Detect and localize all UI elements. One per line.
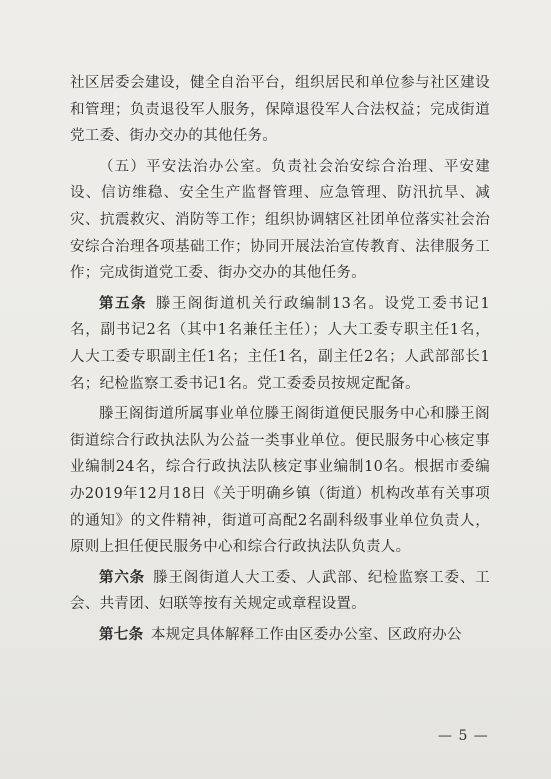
document-body: [70, 70, 490, 652]
article-heading: 第五条: [99, 294, 148, 312]
paragraph-text: 滕王阁街道所属事业单位滕王阁街道便民服务中心和滕王阁街道综合行政执法队为公益一类事业单位。便民服务中心核定事业编制24名，综合行政执法队核定事业编制10名。根据市委编办2019年12月18日《关于明确乡镇（街道）机构改革有关事项的通知》的文件精神，街道可高配2名副科级事业单位负责人，原则上担任便民服务中心和综合行政执法队负责人。: [70, 406, 490, 556]
article-6: [70, 565, 490, 618]
paragraph-text: 滕王阁街道人大工委、人武部、纪检监察工委、工会、共青团、妇联等按有关规定或章程设置。: [70, 569, 490, 613]
page-number: — 5 —: [438, 728, 489, 744]
paragraph-text: 本规定具体解释工作由区委办公室、区政府办公: [150, 626, 462, 643]
paragraph-text: 滕王阁街道机关行政编制13名。设党工委书记1名，副书记2名（其中1名兼任主任）；人大工委专职主任1名，人大工委专职副主任1名；主任1名，副主任2名；人武部部长1名；纪检监察工委书记1名。党工委委员按规定配备。: [70, 295, 490, 392]
paragraph-community: [70, 70, 490, 150]
article-heading: 第六条: [99, 568, 146, 586]
paragraph-safety-office: [70, 154, 490, 287]
paragraph-public-institutions: [70, 401, 490, 561]
paragraph-text: 社区居委会建设，健全自治平台，组织居民和单位参与社区建设和管理；负责退役军人服务，保障退役军人合法权益；完成街道党工委、街办交办的其他任务。: [70, 75, 490, 145]
article-heading: 第七条: [99, 625, 144, 643]
article-7: [70, 622, 490, 649]
article-5: [70, 291, 490, 397]
paragraph-text: （五）平安法治办公室。负责社会治安综合治理、平安建设、信访维稳、安全生产监督管理、应急管理、防汛抗旱、减灾、抗震救灾、消防等工作；组织协调辖区社团单位落实社会治安综合治理各项基础工作；协同开展法治宣传教育、法律服务工作；完成街道党工委、街办交办的其他任务。: [70, 158, 490, 282]
